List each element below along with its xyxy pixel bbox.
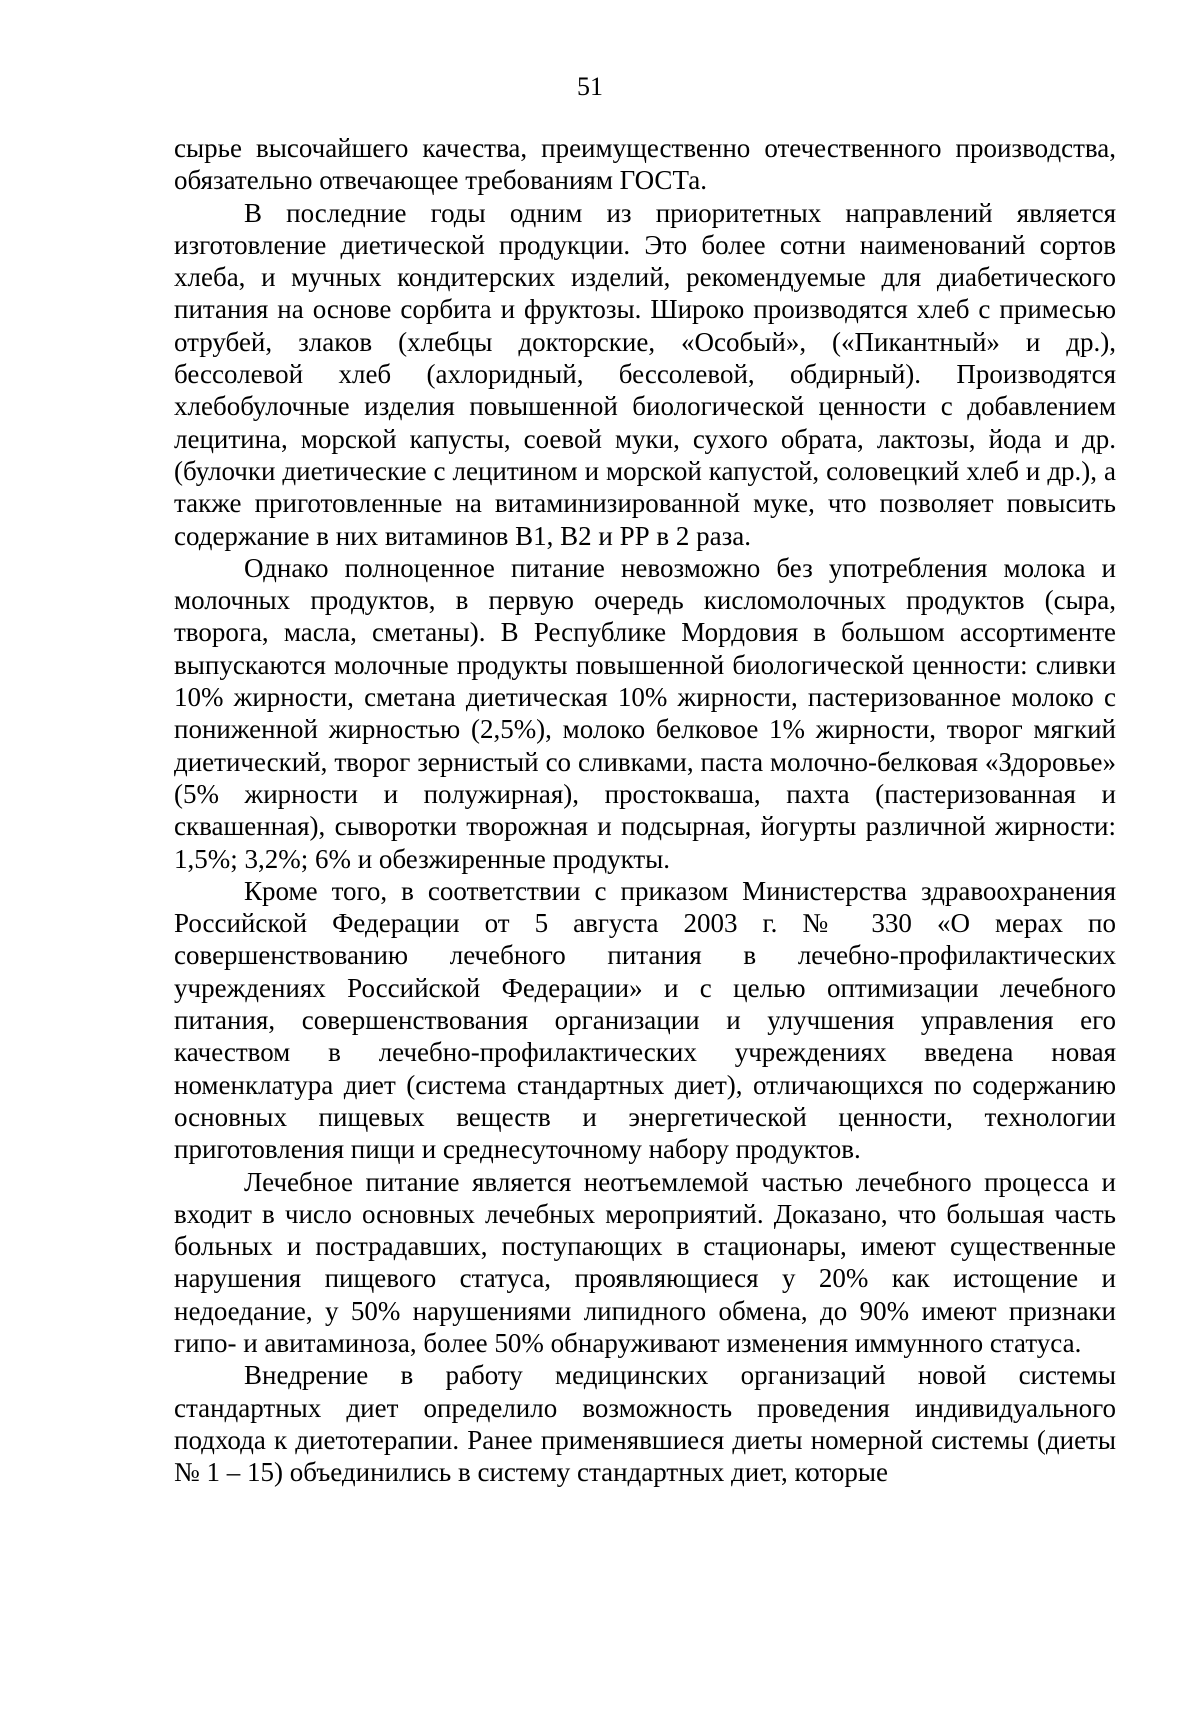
paragraph: В последние годы одним из приоритетных направлений является изготовление диетической продукции. Это более сотни наименований сортов хлеба, и мучных кондитерских изделий, рекомендуемые для диабетического питания на основе сорбита и фруктозы. Широко производятся хлеб с примесью отрубей, злаков (хлебцы докторские, «Особый», («Пикантный» и др.), бессолевой хлеб (ахлоридный, бессолевой, обдирный). Производятся хлебобулочные изделия повышенной биологической ценности с добавлением лецитина, морской капусты, соевой муки, сухого обрата, лактозы, йода и др. (булочки диетические с лецитином и морской капустой, соловецкий хлеб и др.), а также приготовленные на витаминизированной муке, что позволяет повысить содержание в них витаминов В1, В2 и РР в 2 раза.	[174, 197, 1116, 551]
paragraph: Лечебное питание является неотъемлемой частью лечебного процесса и входит в число основных лечебных мероприятий. Доказано, что большая часть больных и пострадавших, поступающих в стационары, имеют существенные нарушения пищевого статуса, проявляющиеся у 20% как истощение и недоедание, у 50% нарушениями липидного обмена, до 90% имеют признаки гипо- и авитаминоза, более 50% обнаруживают изменения иммунного статуса.	[174, 1166, 1116, 1358]
paragraph: Кроме того, в соответствии с приказом Министерства здравоохранения Российской Федерации от 5 августа 2003 г. № 330 «О мерах по совершенствованию лечебного питания в лечебно-профилактических учреждениях Российской Федерации» и с целью оптимизации лечебного питания, совершенствования организации и улучшения управления его качеством в лечебно-профилактических учреждениях введена новая номенклатура диет (система стандартных диет), отличающихся по содержанию основных пищевых веществ и энергетической ценности, технологии приготовления пищи и среднесуточному набору продуктов.	[174, 875, 1116, 1165]
paragraph: сырье высочайшего качества, преимущественно отечественного производства, обязательно отвечающее требованиям ГОСТа.	[174, 133, 1116, 196]
paragraph: Внедрение в работу медицинских организаций новой системы стандартных диет определило возможность проведения индивидуального подхода к диетотерапии. Ранее применявшиеся диеты номерной системы (диеты № 1 – 15) объединились в систему стандартных диет, которые	[174, 1360, 1116, 1488]
paragraph: Однако полноценное питание невозможно без употребления молока и молочных продуктов, в первую очередь кисломолочных продуктов (сыра, творога, масла, сметаны). В Республике Мордовия в большом ассортименте выпускаются молочные продукты повышенной биологической ценности: сливки 10% жирности, сметана диетическая 10% жирности, пастеризованное молоко с пониженной жирностью (2,5%), молоко белковое 1% жирности, творог мягкий диетический, творог зернистый со сливками, паста молочно-белковая «Здоровье» (5% жирности и полужирная), простокваша, пахта (пастеризованная и сквашенная), сыворотки творожная и подсырная, йогурты различной жирности: 1,5%; 3,2%; 6% и обезжиренные продукты.	[174, 552, 1116, 874]
body-text	[174, 132, 1116, 1488]
page-number: 51	[577, 72, 603, 101]
